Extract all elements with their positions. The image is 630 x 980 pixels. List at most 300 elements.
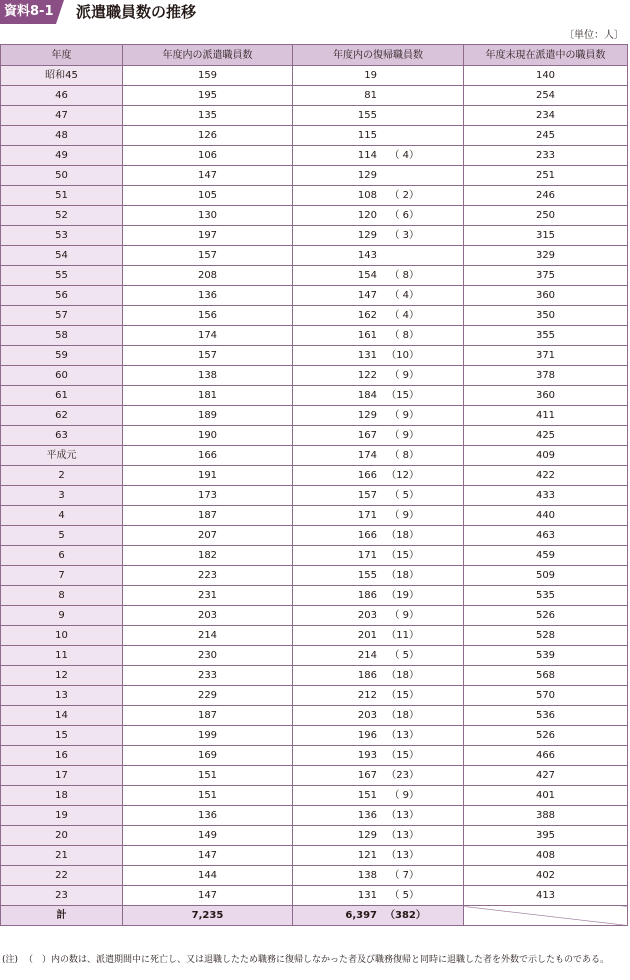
current-cell: 526	[464, 606, 628, 626]
current-cell: 570	[464, 686, 628, 706]
dispatched-cell: 230	[123, 646, 293, 666]
dispatched-cell: 174	[123, 326, 293, 346]
dispatched-cell: 214	[123, 626, 293, 646]
dispatched-cell: 147	[123, 886, 293, 906]
current-cell: 329	[464, 246, 628, 266]
current-cell: 466	[464, 746, 628, 766]
returned-extra-value: （15）	[386, 750, 419, 761]
returned-extra-value: （ 9）	[389, 370, 419, 381]
returned-cell	[293, 346, 464, 366]
table-row	[1, 786, 628, 806]
table-row	[1, 406, 628, 426]
returned-extra-value: （13）	[386, 810, 419, 821]
dispatched-cell: 182	[123, 546, 293, 566]
dispatched-cell: 144	[123, 866, 293, 886]
returned-cell	[293, 306, 464, 326]
table-row	[1, 666, 628, 686]
current-cell: 251	[464, 166, 628, 186]
year-cell: 9	[1, 606, 123, 626]
returned-cell	[293, 326, 464, 346]
dispatched-cell: 173	[123, 486, 293, 506]
current-cell: 409	[464, 446, 628, 466]
returned-value: 81	[364, 90, 377, 101]
returned-cell	[293, 806, 464, 826]
table-row	[1, 746, 628, 766]
returned-extra-value: （15）	[386, 390, 419, 401]
current-cell: 388	[464, 806, 628, 826]
table-body	[1, 66, 628, 926]
dispatched-cell: 105	[123, 186, 293, 206]
returned-cell	[293, 726, 464, 746]
dispatched-cell: 135	[123, 106, 293, 126]
dispatched-cell: 203	[123, 606, 293, 626]
table-row	[1, 626, 628, 646]
table-row	[1, 826, 628, 846]
table-row	[1, 646, 628, 666]
returned-cell	[293, 706, 464, 726]
current-cell: 250	[464, 206, 628, 226]
total-row	[1, 906, 628, 926]
year-cell: 53	[1, 226, 123, 246]
returned-value: 115	[357, 130, 377, 141]
table-row	[1, 126, 628, 146]
returned-value: 121	[357, 850, 377, 861]
current-cell: 371	[464, 346, 628, 366]
returned-cell	[293, 826, 464, 846]
table-row	[1, 426, 628, 446]
returned-cell	[293, 386, 464, 406]
returned-extra-value: （13）	[386, 830, 419, 841]
returned-value: 108	[357, 190, 377, 201]
returned-cell	[293, 86, 464, 106]
returned-value: 166	[357, 530, 377, 541]
dispatched-cell: 229	[123, 686, 293, 706]
year-cell: 63	[1, 426, 123, 446]
returned-value: 186	[357, 670, 377, 681]
year-cell: 59	[1, 346, 123, 366]
returned-extra-value: （10）	[386, 350, 419, 361]
returned-extra-value: （ 9）	[389, 510, 419, 521]
returned-value: 184	[357, 390, 377, 401]
year-cell: 3	[1, 486, 123, 506]
returned-extra-value: （ 9）	[389, 410, 419, 421]
returned-extra-value: （15）	[386, 690, 419, 701]
table-row	[1, 286, 628, 306]
year-cell: 48	[1, 126, 123, 146]
returned-cell	[293, 106, 464, 126]
current-cell: 539	[464, 646, 628, 666]
table-row	[1, 306, 628, 326]
returned-value: 171	[357, 510, 377, 521]
table-row	[1, 226, 628, 246]
dispatched-cell: 231	[123, 586, 293, 606]
returned-value: 201	[357, 630, 377, 641]
returned-cell	[293, 686, 464, 706]
current-cell: 246	[464, 186, 628, 206]
current-cell: 245	[464, 126, 628, 146]
returned-cell	[293, 666, 464, 686]
returned-cell	[293, 426, 464, 446]
returned-value: 136	[357, 810, 377, 821]
current-cell: 509	[464, 566, 628, 586]
returned-extra-value: （ 5）	[389, 490, 419, 501]
returned-value: 129	[357, 830, 377, 841]
returned-cell	[293, 126, 464, 146]
dispatched-cell: 106	[123, 146, 293, 166]
current-cell: 433	[464, 486, 628, 506]
table-row	[1, 146, 628, 166]
current-cell: 568	[464, 666, 628, 686]
current-cell: 140	[464, 66, 628, 86]
returned-cell	[293, 466, 464, 486]
year-cell: 12	[1, 666, 123, 686]
dispatched-cell: 169	[123, 746, 293, 766]
total-returned-value: 6,397	[345, 910, 377, 921]
table-row	[1, 526, 628, 546]
dispatched-cell: 187	[123, 706, 293, 726]
table-row	[1, 866, 628, 886]
dispatched-cell: 166	[123, 446, 293, 466]
year-cell: 5	[1, 526, 123, 546]
returned-extra-value: （15）	[386, 550, 419, 561]
returned-cell	[293, 486, 464, 506]
year-cell: 60	[1, 366, 123, 386]
returned-value: 19	[364, 70, 377, 81]
current-cell: 355	[464, 326, 628, 346]
returned-cell	[293, 786, 464, 806]
returned-value: 161	[357, 330, 377, 341]
year-cell: 8	[1, 586, 123, 606]
dispatched-cell: 138	[123, 366, 293, 386]
returned-value: 212	[357, 690, 377, 701]
returned-cell	[293, 766, 464, 786]
dispatched-cell: 147	[123, 166, 293, 186]
returned-value: 155	[357, 110, 377, 121]
returned-cell	[293, 226, 464, 246]
current-cell: 422	[464, 466, 628, 486]
column-header-dispatched: 年度内の派遣職員数	[123, 45, 293, 66]
returned-cell	[293, 366, 464, 386]
returned-cell	[293, 146, 464, 166]
dispatched-cell: 157	[123, 246, 293, 266]
total-dispatched-cell: 7,235	[123, 906, 293, 926]
returned-value: 129	[357, 170, 377, 181]
total-current-empty-cell	[464, 906, 628, 926]
table-row	[1, 206, 628, 226]
document-header	[0, 0, 630, 24]
returned-extra-value: （ 5）	[389, 890, 419, 901]
returned-cell	[293, 246, 464, 266]
returned-extra-value: （ 6）	[389, 210, 419, 221]
dispatched-cell: 136	[123, 286, 293, 306]
table-row	[1, 606, 628, 626]
dispatched-cell: 191	[123, 466, 293, 486]
returned-value: 129	[357, 230, 377, 241]
total-returned-extra-value: （382）	[385, 910, 426, 921]
year-cell: 昭和45	[1, 66, 123, 86]
dispatched-cell: 199	[123, 726, 293, 746]
year-cell: 22	[1, 866, 123, 886]
dispatched-cell: 151	[123, 786, 293, 806]
year-cell: 57	[1, 306, 123, 326]
dispatched-cell: 189	[123, 406, 293, 426]
returned-extra-value: （11）	[386, 630, 419, 641]
returned-extra-value: （ 9）	[389, 610, 419, 621]
badge-tail-decoration	[56, 0, 64, 24]
year-cell: 54	[1, 246, 123, 266]
returned-cell	[293, 546, 464, 566]
returned-value: 166	[357, 470, 377, 481]
returned-extra-value: （18）	[386, 670, 419, 681]
returned-value: 155	[357, 570, 377, 581]
table-row	[1, 486, 628, 506]
returned-extra-value: （ 3）	[389, 230, 419, 241]
current-cell: 459	[464, 546, 628, 566]
current-cell: 233	[464, 146, 628, 166]
dispatched-cell: 233	[123, 666, 293, 686]
returned-value: 131	[357, 350, 377, 361]
dispatched-cell: 126	[123, 126, 293, 146]
table-row	[1, 686, 628, 706]
table-row	[1, 106, 628, 126]
dispatched-cell: 187	[123, 506, 293, 526]
returned-extra-value: （ 9）	[389, 790, 419, 801]
dispatched-cell: 208	[123, 266, 293, 286]
year-cell: 46	[1, 86, 123, 106]
returned-extra-value: （12）	[386, 470, 419, 481]
returned-value: 120	[357, 210, 377, 221]
current-cell: 254	[464, 86, 628, 106]
dispatched-cell: 149	[123, 826, 293, 846]
returned-value: 186	[357, 590, 377, 601]
returned-extra-value: （ 2）	[389, 190, 419, 201]
returned-extra-value: （18）	[386, 570, 419, 581]
returned-cell	[293, 446, 464, 466]
returned-cell	[293, 866, 464, 886]
year-cell: 19	[1, 806, 123, 826]
returned-cell	[293, 406, 464, 426]
dispatched-cell: 156	[123, 306, 293, 326]
returned-value: 174	[357, 450, 377, 461]
returned-extra-value: （ 8）	[389, 270, 419, 281]
returned-extra-value: （ 4）	[389, 290, 419, 301]
returned-value: 157	[357, 490, 377, 501]
year-cell: 56	[1, 286, 123, 306]
returned-value: 143	[357, 250, 377, 261]
returned-extra-value: （ 9）	[389, 430, 419, 441]
returned-value: 151	[357, 790, 377, 801]
returned-cell	[293, 886, 464, 906]
total-label-cell: 計	[1, 906, 123, 926]
table-row	[1, 586, 628, 606]
current-cell: 463	[464, 526, 628, 546]
table-row	[1, 366, 628, 386]
table-row	[1, 86, 628, 106]
year-cell: 47	[1, 106, 123, 126]
year-cell: 20	[1, 826, 123, 846]
table-header-row	[1, 45, 628, 66]
returned-extra-value: （13）	[386, 730, 419, 741]
dispatched-cell: 147	[123, 846, 293, 866]
year-cell: 2	[1, 466, 123, 486]
year-cell: 11	[1, 646, 123, 666]
table-row	[1, 566, 628, 586]
returned-cell	[293, 66, 464, 86]
current-cell: 402	[464, 866, 628, 886]
dispatched-cell: 207	[123, 526, 293, 546]
current-cell: 535	[464, 586, 628, 606]
returned-cell	[293, 566, 464, 586]
year-cell: 58	[1, 326, 123, 346]
current-cell: 395	[464, 826, 628, 846]
returned-value: 138	[357, 870, 377, 881]
unit-label: 〔単位：人〕	[564, 30, 624, 41]
year-cell: 14	[1, 706, 123, 726]
dispatched-cell: 136	[123, 806, 293, 826]
current-cell: 526	[464, 726, 628, 746]
dispatched-cell: 157	[123, 346, 293, 366]
returned-value: 147	[357, 290, 377, 301]
current-cell: 440	[464, 506, 628, 526]
total-returned-cell	[293, 906, 464, 926]
year-cell: 平成元	[1, 446, 123, 466]
table-row	[1, 386, 628, 406]
returned-value: 167	[357, 430, 377, 441]
returned-value: 122	[357, 370, 377, 381]
returned-extra-value: （18）	[386, 710, 419, 721]
year-cell: 15	[1, 726, 123, 746]
returned-cell	[293, 266, 464, 286]
returned-value: 131	[357, 890, 377, 901]
returned-value: 203	[357, 610, 377, 621]
year-cell: 13	[1, 686, 123, 706]
returned-value: 114	[357, 150, 377, 161]
table-row	[1, 466, 628, 486]
year-cell: 51	[1, 186, 123, 206]
year-cell: 21	[1, 846, 123, 866]
year-cell: 49	[1, 146, 123, 166]
current-cell: 425	[464, 426, 628, 446]
current-cell: 413	[464, 886, 628, 906]
current-cell: 315	[464, 226, 628, 246]
returned-extra-value: （ 4）	[389, 310, 419, 321]
returned-value: 196	[357, 730, 377, 741]
data-table	[0, 44, 628, 926]
returned-value: 214	[357, 650, 377, 661]
footnote-label: (注)	[2, 955, 19, 965]
current-cell: 411	[464, 406, 628, 426]
returned-extra-value: （23）	[386, 770, 419, 781]
returned-extra-value: （ 8）	[389, 330, 419, 341]
current-cell: 350	[464, 306, 628, 326]
current-cell: 375	[464, 266, 628, 286]
table-row	[1, 186, 628, 206]
returned-extra-value: （ 7）	[389, 870, 419, 881]
table-row	[1, 246, 628, 266]
returned-cell	[293, 746, 464, 766]
footnote-text: （ ）内の数は、派遣期間中に死亡し、又は退職したため職務に復帰しなかった者及び職務復帰と同時に退職した者を外数で示したものである。	[24, 955, 610, 965]
returned-extra-value: （19）	[386, 590, 419, 601]
returned-value: 193	[357, 750, 377, 761]
table-row	[1, 166, 628, 186]
returned-extra-value: （ 8）	[389, 450, 419, 461]
column-header-year: 年度	[1, 45, 123, 66]
dispatched-cell: 223	[123, 566, 293, 586]
table-row	[1, 726, 628, 746]
dispatched-cell: 190	[123, 426, 293, 446]
year-cell: 4	[1, 506, 123, 526]
column-header-returned: 年度内の復帰職員数	[293, 45, 464, 66]
returned-extra-value: （13）	[386, 850, 419, 861]
returned-value: 171	[357, 550, 377, 561]
year-cell: 7	[1, 566, 123, 586]
dispatched-cell: 130	[123, 206, 293, 226]
table-row	[1, 886, 628, 906]
returned-extra-value: （ 4）	[389, 150, 419, 161]
year-cell: 18	[1, 786, 123, 806]
returned-value: 129	[357, 410, 377, 421]
dispatched-cell: 159	[123, 66, 293, 86]
dispatched-cell: 181	[123, 386, 293, 406]
table-row	[1, 846, 628, 866]
current-cell: 528	[464, 626, 628, 646]
returned-cell	[293, 646, 464, 666]
current-cell: 360	[464, 286, 628, 306]
returned-extra-value: （18）	[386, 530, 419, 541]
table-row	[1, 266, 628, 286]
returned-cell	[293, 526, 464, 546]
year-cell: 50	[1, 166, 123, 186]
returned-cell	[293, 506, 464, 526]
table-row	[1, 66, 628, 86]
returned-cell	[293, 846, 464, 866]
year-cell: 62	[1, 406, 123, 426]
returned-cell	[293, 586, 464, 606]
current-cell: 427	[464, 766, 628, 786]
table-row	[1, 326, 628, 346]
returned-extra-value: （ 5）	[389, 650, 419, 661]
returned-value: 203	[357, 710, 377, 721]
year-cell: 16	[1, 746, 123, 766]
current-cell: 401	[464, 786, 628, 806]
table-row	[1, 706, 628, 726]
table-row	[1, 806, 628, 826]
year-cell: 61	[1, 386, 123, 406]
returned-cell	[293, 606, 464, 626]
section-badge: 資料8-1	[0, 0, 56, 24]
returned-value: 167	[357, 770, 377, 781]
page-title: 派遣職員数の推移	[76, 3, 197, 21]
dispatched-cell: 151	[123, 766, 293, 786]
returned-value: 154	[357, 270, 377, 281]
returned-cell	[293, 186, 464, 206]
returned-cell	[293, 206, 464, 226]
returned-value: 162	[357, 310, 377, 321]
current-cell: 234	[464, 106, 628, 126]
returned-cell	[293, 286, 464, 306]
returned-cell	[293, 626, 464, 646]
table-row	[1, 546, 628, 566]
current-cell: 408	[464, 846, 628, 866]
year-cell: 52	[1, 206, 123, 226]
dispatched-cell: 195	[123, 86, 293, 106]
current-cell: 378	[464, 366, 628, 386]
table-row	[1, 446, 628, 466]
column-header-current: 年度末現在派遣中の職員数	[464, 45, 628, 66]
year-cell: 17	[1, 766, 123, 786]
year-cell: 6	[1, 546, 123, 566]
current-cell: 360	[464, 386, 628, 406]
